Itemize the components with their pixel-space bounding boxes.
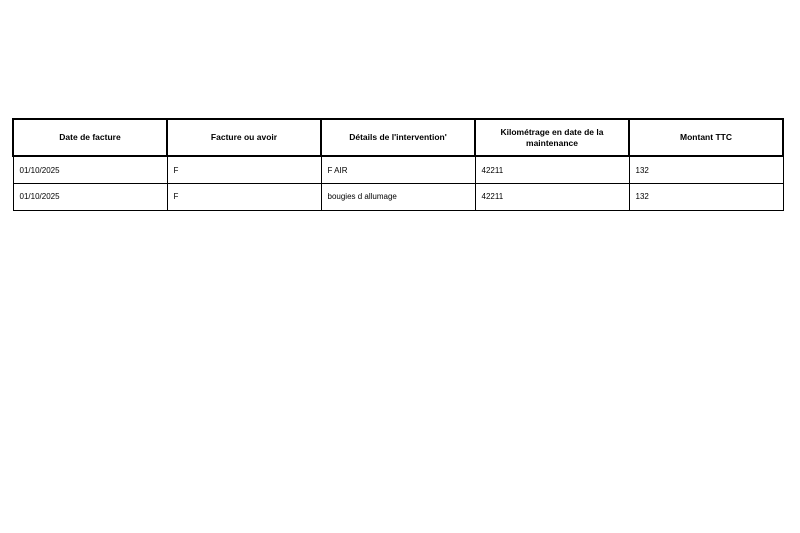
cell-type: F (167, 183, 321, 210)
cell-type: F (167, 156, 321, 183)
table-header-row (13, 119, 783, 156)
cell-km: 42211 (475, 183, 629, 210)
table-header (13, 119, 783, 156)
column-header-facture-ou-avoir: Facture ou avoir (167, 119, 321, 156)
cell-detail: bougies d allumage (321, 183, 475, 210)
cell-amount: 132 (629, 156, 783, 183)
cell-date: 01/10/2025 (13, 156, 167, 183)
maintenance-table (12, 118, 784, 211)
column-header-kilometrage: Kilométrage en date de la maintenance (475, 119, 629, 156)
column-header-montant-ttc: Montant TTC (629, 119, 783, 156)
table-row (13, 183, 783, 210)
cell-date: 01/10/2025 (13, 183, 167, 210)
cell-km: 42211 (475, 156, 629, 183)
table-body (13, 156, 783, 210)
column-header-details-intervention: Détails de l'intervention' (321, 119, 475, 156)
table-row (13, 156, 783, 183)
cell-detail: F AIR (321, 156, 475, 183)
cell-amount: 132 (629, 183, 783, 210)
maintenance-table-wrapper (12, 118, 782, 211)
column-header-date-de-facture: Date de facture (13, 119, 167, 156)
